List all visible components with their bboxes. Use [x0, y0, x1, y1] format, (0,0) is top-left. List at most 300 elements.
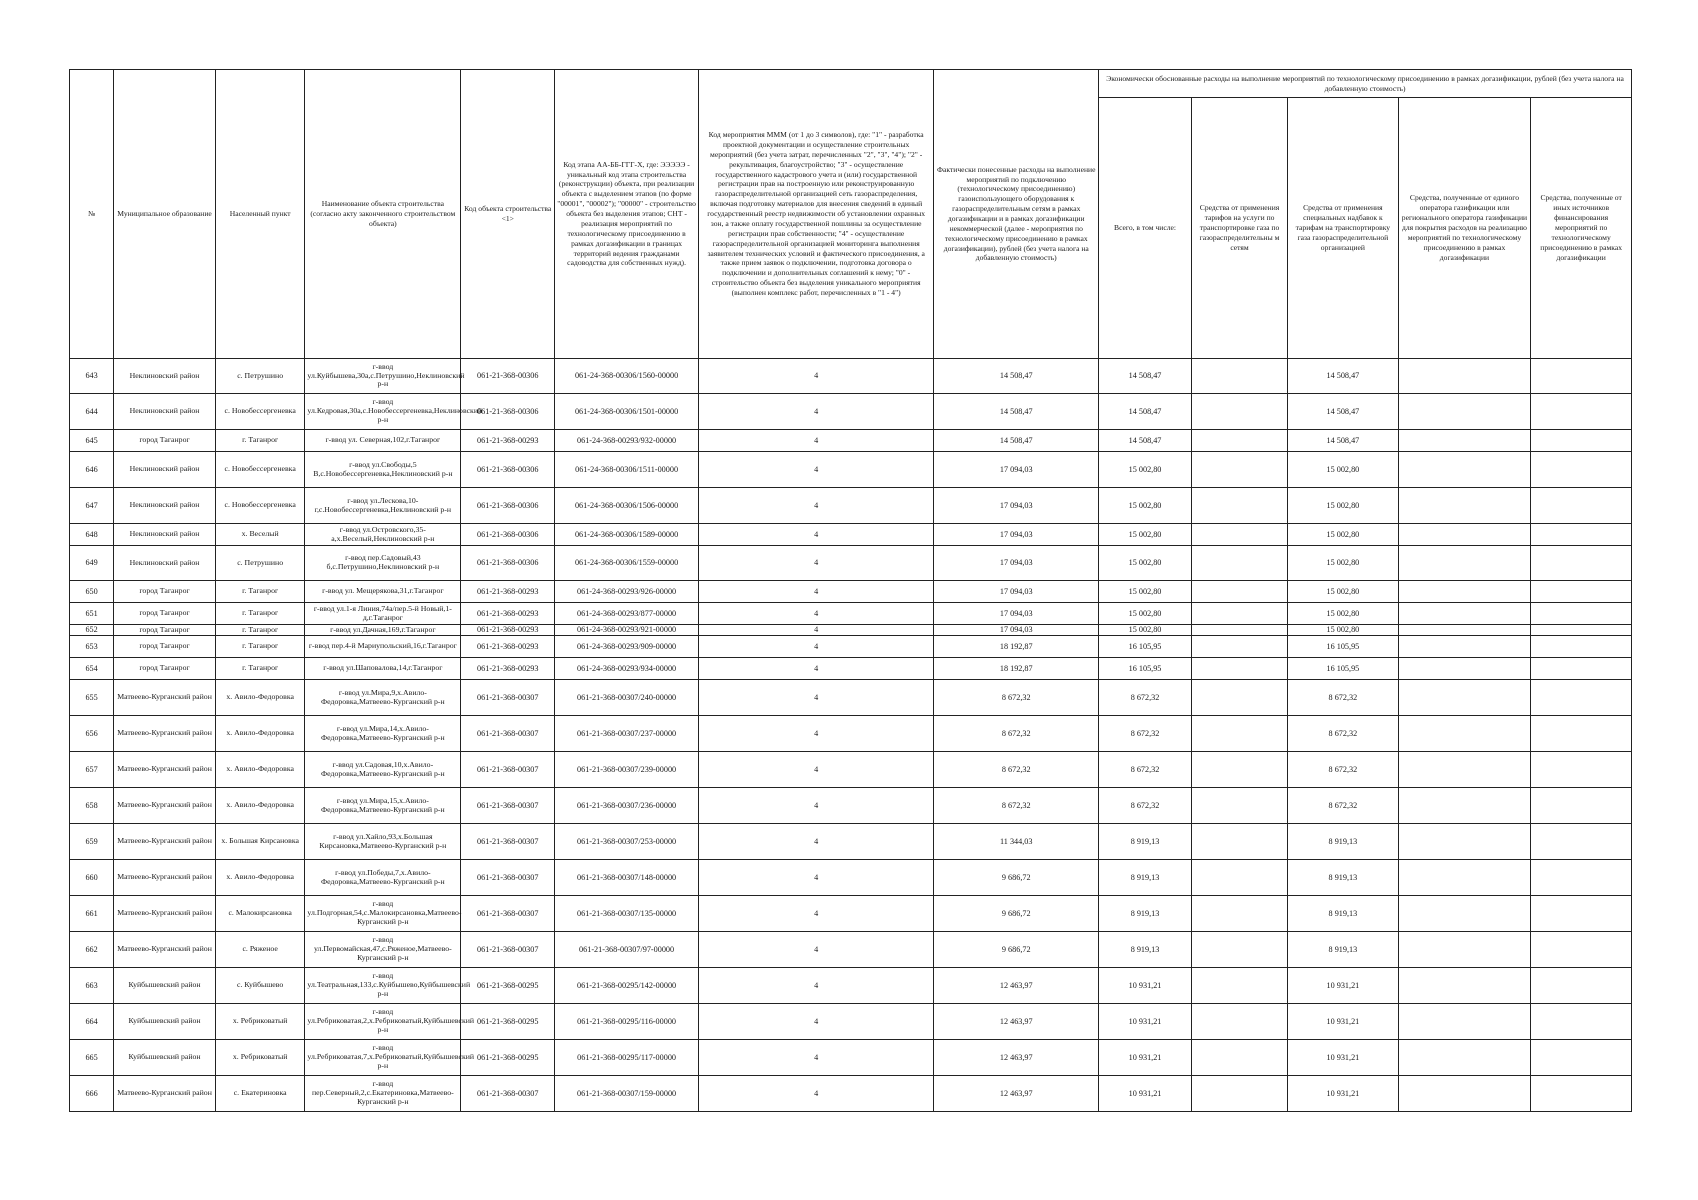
table-cell-source-surcharge: 8 672,32 — [1288, 680, 1399, 716]
table-cell-total: 8 672,32 — [1099, 752, 1192, 788]
table-cell-settlement: х. Веселый — [215, 524, 305, 546]
table-cell-municipality: Куйбышевский район — [114, 1004, 216, 1040]
table-cell-source-tariff — [1191, 1076, 1287, 1112]
table-cell-object-code: 061-21-368-00307 — [461, 932, 555, 968]
table-cell-stage-code: 061-21-368-00295/142-00000 — [555, 968, 699, 1004]
table-cell-object-code: 061-21-368-00293 — [461, 430, 555, 452]
table-cell-source-operator — [1398, 524, 1531, 546]
table-cell-source-tariff — [1191, 359, 1287, 394]
table-cell-source-surcharge: 15 002,80 — [1288, 452, 1399, 488]
table-cell-source-other — [1531, 430, 1632, 452]
table-cell-stage-code: 061-21-368-00307/253-00000 — [555, 824, 699, 860]
table-cell-object-name: г-ввод ул. Северная,102,г.Таганрог — [305, 430, 461, 452]
table-cell-source-other — [1531, 1040, 1632, 1076]
table-cell-source-surcharge: 16 105,95 — [1288, 636, 1399, 658]
table-cell-total: 8 919,13 — [1099, 932, 1192, 968]
table-cell-source-tariff — [1191, 546, 1287, 581]
header-group-title: Экономически обоснованные расходы на выполнение мероприятий по технологическому присоединению в рамках догазификации, рублей (без учета налога на добавленную стоимость) — [1099, 70, 1632, 98]
table-cell-object-name: г-ввод ул.1-я Линия,74а/пер.5-й Новый,1-д,г.Таганрог — [305, 603, 461, 625]
table-cell-source-operator — [1398, 1040, 1531, 1076]
table-cell-source-tariff — [1191, 788, 1287, 824]
table-cell-municipality: Неклиновский район — [114, 452, 216, 488]
table-row — [70, 1004, 1632, 1040]
table-cell-actual-costs: 17 094,03 — [934, 603, 1099, 625]
table-cell-source-tariff — [1191, 581, 1287, 603]
table-cell-no: 652 — [70, 625, 114, 636]
table-cell-source-tariff — [1191, 430, 1287, 452]
table-cell-object-name: г-ввод ул.Победы,7,х.Авило-Федоровка,Матвеево-Курганский р-н — [305, 860, 461, 896]
table-cell-no: 644 — [70, 394, 114, 430]
table-cell-source-other — [1531, 860, 1632, 896]
table-cell-municipality: Матвеево-Курганский район — [114, 716, 216, 752]
table-cell-object-name: г-ввод ул.Ребриковатая,7,х.Ребриковатый,Куйбышевский р-н — [305, 1040, 461, 1076]
table-cell-source-surcharge: 15 002,80 — [1288, 488, 1399, 524]
table-cell-source-operator — [1398, 932, 1531, 968]
table-cell-object-name: г-ввод ул.Мира,15,х.Авило-Федоровка,Матвеево-Курганский р-н — [305, 788, 461, 824]
table-cell-total: 14 508,47 — [1099, 394, 1192, 430]
table-cell-activity-code: 4 — [698, 680, 933, 716]
table-cell-object-code: 061-21-368-00307 — [461, 788, 555, 824]
table-cell-source-tariff — [1191, 860, 1287, 896]
table-cell-municipality: город Таганрог — [114, 430, 216, 452]
table-cell-source-other — [1531, 452, 1632, 488]
table-cell-municipality: город Таганрог — [114, 636, 216, 658]
table-cell-object-code: 061-21-368-00307 — [461, 860, 555, 896]
table-cell-source-operator — [1398, 824, 1531, 860]
table-cell-source-other — [1531, 581, 1632, 603]
table-cell-source-surcharge: 8 919,13 — [1288, 896, 1399, 932]
table-cell-source-surcharge: 15 002,80 — [1288, 603, 1399, 625]
table-cell-no: 651 — [70, 603, 114, 625]
table-cell-source-operator — [1398, 896, 1531, 932]
table-cell-object-code: 061-21-368-00295 — [461, 1040, 555, 1076]
table-cell-object-code: 061-21-368-00307 — [461, 752, 555, 788]
table-cell-total: 8 672,32 — [1099, 716, 1192, 752]
table-cell-source-tariff — [1191, 896, 1287, 932]
table-cell-total: 8 672,32 — [1099, 788, 1192, 824]
table-cell-no: 648 — [70, 524, 114, 546]
table-cell-source-surcharge: 10 931,21 — [1288, 1076, 1399, 1112]
table-cell-activity-code: 4 — [698, 546, 933, 581]
table-cell-actual-costs: 12 463,97 — [934, 1076, 1099, 1112]
table-cell-object-name: г-ввод ул.Дачная,169,г.Таганрог — [305, 625, 461, 636]
table-cell-source-tariff — [1191, 658, 1287, 680]
table-row — [70, 752, 1632, 788]
table-row — [70, 359, 1632, 394]
table-cell-actual-costs: 18 192,87 — [934, 658, 1099, 680]
table-cell-no: 647 — [70, 488, 114, 524]
table-cell-source-surcharge: 10 931,21 — [1288, 1004, 1399, 1040]
table-cell-object-code: 061-21-368-00306 — [461, 488, 555, 524]
table-cell-source-operator — [1398, 1004, 1531, 1040]
table-cell-source-surcharge: 10 931,21 — [1288, 1040, 1399, 1076]
table-cell-object-name: г-ввод ул.Подгорная,54,с.Малокирсановка,Матвеево-Курганский р-н — [305, 896, 461, 932]
table-cell-activity-code: 4 — [698, 932, 933, 968]
table-cell-object-code: 061-21-368-00293 — [461, 625, 555, 636]
table-cell-actual-costs: 17 094,03 — [934, 488, 1099, 524]
table-cell-municipality: Матвеево-Курганский район — [114, 788, 216, 824]
table-cell-actual-costs: 17 094,03 — [934, 581, 1099, 603]
table-cell-settlement: с. Новобессергеневка — [215, 488, 305, 524]
table-cell-activity-code: 4 — [698, 1040, 933, 1076]
table-cell-stage-code: 061-21-368-00307/237-00000 — [555, 716, 699, 752]
table-cell-source-surcharge: 8 672,32 — [1288, 716, 1399, 752]
table-cell-source-tariff — [1191, 603, 1287, 625]
table-cell-activity-code: 4 — [698, 1004, 933, 1040]
table-cell-object-name: г-ввод ул.Свободы,5 В,с.Новобессергеневка,Неклиновский р-н — [305, 452, 461, 488]
table-cell-settlement: с. Куйбышево — [215, 968, 305, 1004]
table-cell-no: 660 — [70, 860, 114, 896]
table-cell-municipality: Матвеево-Курганский район — [114, 860, 216, 896]
table-cell-municipality: Матвеево-Курганский район — [114, 752, 216, 788]
table-cell-stage-code: 061-21-368-00295/117-00000 — [555, 1040, 699, 1076]
table-cell-activity-code: 4 — [698, 581, 933, 603]
header-actual-costs: Фактически понесенные расходы на выполнение мероприятий по подключению (технологическому присоединению) газоиспользующего оборудования к газораспределительным сетям в рамках догазификации и в рамках догазификации некоммерческой (далее - мероприятия по технологическому присоединению в рамках догазификации), рублей (без учета налога на добавленную стоимость) — [934, 70, 1099, 359]
table-cell-actual-costs: 17 094,03 — [934, 625, 1099, 636]
table-cell-total: 10 931,21 — [1099, 1076, 1192, 1112]
table-cell-actual-costs: 11 344,03 — [934, 824, 1099, 860]
table-cell-actual-costs: 18 192,87 — [934, 636, 1099, 658]
table-cell-stage-code: 061-21-368-00307/148-00000 — [555, 860, 699, 896]
cost-table — [69, 69, 1632, 1112]
table-cell-no: 643 — [70, 359, 114, 394]
table-cell-no: 662 — [70, 932, 114, 968]
table-cell-object-code: 061-21-368-00293 — [461, 603, 555, 625]
table-body — [70, 359, 1632, 1112]
table-row — [70, 581, 1632, 603]
table-cell-total: 14 508,47 — [1099, 359, 1192, 394]
table-cell-settlement: с. Малокирсановка — [215, 896, 305, 932]
table-cell-activity-code: 4 — [698, 658, 933, 680]
table-cell-actual-costs: 12 463,97 — [934, 1040, 1099, 1076]
table-cell-settlement: х. Ребриковатый — [215, 1004, 305, 1040]
table-cell-source-other — [1531, 546, 1632, 581]
table-cell-actual-costs: 12 463,97 — [934, 1004, 1099, 1040]
header-source-surcharge: Средства от применения специальных надбавок к тарифам на транспортировку газа газораспределительной организацией — [1288, 98, 1399, 359]
table-cell-total: 15 002,80 — [1099, 581, 1192, 603]
table-cell-municipality: Неклиновский район — [114, 488, 216, 524]
table-cell-activity-code: 4 — [698, 896, 933, 932]
table-cell-no: 650 — [70, 581, 114, 603]
header-municipality: Муниципальное образование — [114, 70, 216, 359]
header-source-tariff: Средства от применения тарифов на услуги по транспортировке газа по газораспределительны м сетям — [1191, 98, 1287, 359]
table-row — [70, 625, 1632, 636]
table-cell-source-tariff — [1191, 394, 1287, 430]
table-cell-source-tariff — [1191, 488, 1287, 524]
table-cell-stage-code: 061-24-368-00306/1560-00000 — [555, 359, 699, 394]
table-row — [70, 658, 1632, 680]
table-cell-municipality: Куйбышевский район — [114, 968, 216, 1004]
table-cell-total: 15 002,80 — [1099, 524, 1192, 546]
table-cell-activity-code: 4 — [698, 603, 933, 625]
table-cell-municipality: Неклиновский район — [114, 394, 216, 430]
table-cell-source-tariff — [1191, 752, 1287, 788]
table-cell-actual-costs: 9 686,72 — [934, 932, 1099, 968]
table-cell-activity-code: 4 — [698, 394, 933, 430]
header-no: № — [70, 70, 114, 359]
table-cell-actual-costs: 8 672,32 — [934, 716, 1099, 752]
table-cell-settlement: г. Таганрог — [215, 581, 305, 603]
table-cell-object-name: г-ввод ул.Театральная,133,с.Куйбышево,Куйбышевский р-н — [305, 968, 461, 1004]
table-cell-activity-code: 4 — [698, 788, 933, 824]
table-row — [70, 824, 1632, 860]
table-cell-settlement: х. Авило-Федоровка — [215, 680, 305, 716]
table-cell-source-surcharge: 15 002,80 — [1288, 581, 1399, 603]
table-cell-source-other — [1531, 658, 1632, 680]
table-row — [70, 1076, 1632, 1112]
table-cell-source-tariff — [1191, 1040, 1287, 1076]
table-cell-stage-code: 061-24-368-00293/926-00000 — [555, 581, 699, 603]
table-cell-actual-costs: 9 686,72 — [934, 860, 1099, 896]
table-cell-municipality: город Таганрог — [114, 658, 216, 680]
table-cell-total: 14 508,47 — [1099, 430, 1192, 452]
table-cell-total: 16 105,95 — [1099, 636, 1192, 658]
table-cell-total: 8 919,13 — [1099, 824, 1192, 860]
table-cell-source-operator — [1398, 788, 1531, 824]
table-cell-source-operator — [1398, 581, 1531, 603]
table-cell-object-name: г-ввод ул.Мира,9,х.Авило-Федоровка,Матвеево-Курганский р-н — [305, 680, 461, 716]
table-cell-actual-costs: 14 508,47 — [934, 430, 1099, 452]
table-cell-activity-code: 4 — [698, 625, 933, 636]
table-cell-source-tariff — [1191, 824, 1287, 860]
table-cell-source-other — [1531, 752, 1632, 788]
table-cell-settlement: х. Большая Кирсановка — [215, 824, 305, 860]
table-cell-source-operator — [1398, 716, 1531, 752]
table-row — [70, 394, 1632, 430]
table-cell-stage-code: 061-21-368-00307/239-00000 — [555, 752, 699, 788]
table-cell-no: 653 — [70, 636, 114, 658]
table-cell-total: 8 919,13 — [1099, 860, 1192, 896]
table-cell-no: 661 — [70, 896, 114, 932]
table-cell-activity-code: 4 — [698, 860, 933, 896]
table-cell-stage-code: 061-21-368-00307/97-00000 — [555, 932, 699, 968]
table-cell-no: 658 — [70, 788, 114, 824]
table-cell-settlement: х. Авило-Федоровка — [215, 752, 305, 788]
table-cell-source-other — [1531, 603, 1632, 625]
table-cell-actual-costs: 8 672,32 — [934, 680, 1099, 716]
table-cell-total: 10 931,21 — [1099, 1004, 1192, 1040]
table-cell-settlement: х. Ребриковатый — [215, 1040, 305, 1076]
table-cell-municipality: город Таганрог — [114, 625, 216, 636]
table-row — [70, 716, 1632, 752]
table-cell-object-code: 061-21-368-00307 — [461, 1076, 555, 1112]
table-cell-activity-code: 4 — [698, 488, 933, 524]
table-cell-total: 10 931,21 — [1099, 968, 1192, 1004]
table-cell-object-code: 061-21-368-00307 — [461, 716, 555, 752]
table-cell-no: 664 — [70, 1004, 114, 1040]
table-cell-source-surcharge: 15 002,80 — [1288, 625, 1399, 636]
table-cell-source-other — [1531, 716, 1632, 752]
table-cell-object-code: 061-21-368-00306 — [461, 452, 555, 488]
table-cell-municipality: город Таганрог — [114, 603, 216, 625]
table-cell-source-surcharge: 16 105,95 — [1288, 658, 1399, 680]
table-cell-activity-code: 4 — [698, 524, 933, 546]
table-cell-actual-costs: 17 094,03 — [934, 452, 1099, 488]
table-cell-settlement: с. Новобессергеневка — [215, 394, 305, 430]
table-cell-object-code: 061-21-368-00293 — [461, 636, 555, 658]
table-row — [70, 680, 1632, 716]
table-cell-source-operator — [1398, 603, 1531, 625]
table-cell-source-surcharge: 8 919,13 — [1288, 860, 1399, 896]
table-cell-object-name: г-ввод пер.Северный,2,с.Екатериновка,Матвеево-Курганский р-н — [305, 1076, 461, 1112]
table-row — [70, 1040, 1632, 1076]
table-cell-object-name: г-ввод ул. Мещерякова,31,г.Таганрог — [305, 581, 461, 603]
table-cell-actual-costs: 8 672,32 — [934, 788, 1099, 824]
table-cell-source-tariff — [1191, 716, 1287, 752]
header-stage-code: Код этапа АА-ББ-ГГГ-Х, где: ЭЭЭЭЭ - уникальный код этапа строительства (реконструкции) объекта, при реализации объекта с выделением этапов (по форме "00001", "00002"); "00000" - строительство объекта без выделения этапов; СНТ - реализация мероприятий по технологическому присоединению в рамках догазификации в границах территорий ведения гражданами садоводства для собственных нужд). — [555, 70, 699, 359]
table-cell-object-code: 061-21-368-00307 — [461, 680, 555, 716]
table-cell-source-tariff — [1191, 636, 1287, 658]
header-object-name: Наименование объекта строительства (согласно акту законченного строительством объекта) — [305, 70, 461, 359]
table-cell-stage-code: 061-24-368-00306/1559-00000 — [555, 546, 699, 581]
table-cell-source-operator — [1398, 680, 1531, 716]
table-cell-source-surcharge: 15 002,80 — [1288, 524, 1399, 546]
table-cell-municipality: Матвеево-Курганский район — [114, 680, 216, 716]
table-cell-settlement: с. Новобессергеневка — [215, 452, 305, 488]
table-row — [70, 896, 1632, 932]
table-cell-source-surcharge: 14 508,47 — [1288, 359, 1399, 394]
table-cell-activity-code: 4 — [698, 824, 933, 860]
table-cell-stage-code: 061-24-368-00293/921-00000 — [555, 625, 699, 636]
table-row — [70, 488, 1632, 524]
table-cell-source-other — [1531, 896, 1632, 932]
table-cell-municipality: Матвеево-Курганский район — [114, 932, 216, 968]
table-cell-source-tariff — [1191, 680, 1287, 716]
table-cell-no: 649 — [70, 546, 114, 581]
table-cell-total: 15 002,80 — [1099, 546, 1192, 581]
table-cell-object-name: г-ввод пер.4-й Мариупольский,16,г.Таганрог — [305, 636, 461, 658]
table-cell-object-code: 061-21-368-00306 — [461, 359, 555, 394]
table-cell-source-other — [1531, 788, 1632, 824]
table-row — [70, 636, 1632, 658]
table-cell-source-surcharge: 8 672,32 — [1288, 752, 1399, 788]
table-cell-settlement: с. Екатериновка — [215, 1076, 305, 1112]
table-row — [70, 546, 1632, 581]
table-cell-source-tariff — [1191, 625, 1287, 636]
table-cell-object-name: г-ввод ул.Лескова,10-г,с.Новобессергеневка,Неклиновский р-н — [305, 488, 461, 524]
table-cell-source-other — [1531, 394, 1632, 430]
table-cell-no: 645 — [70, 430, 114, 452]
header-object-code: Код объекта строительства <1> — [461, 70, 555, 359]
table-cell-object-code: 061-21-368-00306 — [461, 394, 555, 430]
table-cell-source-other — [1531, 968, 1632, 1004]
table-cell-object-name: г-ввод ул.Садовая,10,х.Авило-Федоровка,Матвеево-Курганский р-н — [305, 752, 461, 788]
table-cell-total: 15 002,80 — [1099, 603, 1192, 625]
table-cell-source-other — [1531, 636, 1632, 658]
table-cell-activity-code: 4 — [698, 752, 933, 788]
table-cell-source-operator — [1398, 394, 1531, 430]
table-cell-source-surcharge: 8 919,13 — [1288, 932, 1399, 968]
header-source-other: Средства, полученные от иных источников финансирования мероприятий по технологическому присоединению в рамках догазификации — [1531, 98, 1632, 359]
table-cell-no: 657 — [70, 752, 114, 788]
table-cell-source-operator — [1398, 752, 1531, 788]
table-cell-municipality: Неклиновский район — [114, 524, 216, 546]
table-cell-no: 646 — [70, 452, 114, 488]
header-settlement: Населенный пункт — [215, 70, 305, 359]
table-cell-municipality: Матвеево-Курганский район — [114, 896, 216, 932]
table-cell-object-name: г-ввод пер.Садовый,43 б,с.Петрушино,Неклиновский р-н — [305, 546, 461, 581]
table-cell-actual-costs: 17 094,03 — [934, 546, 1099, 581]
table-cell-no: 659 — [70, 824, 114, 860]
header-total: Всего, в том числе: — [1099, 98, 1192, 359]
table-cell-source-surcharge: 8 919,13 — [1288, 824, 1399, 860]
table-cell-source-surcharge: 14 508,47 — [1288, 430, 1399, 452]
table-cell-source-operator — [1398, 636, 1531, 658]
table-cell-total: 15 002,80 — [1099, 452, 1192, 488]
table-cell-municipality: Неклиновский район — [114, 546, 216, 581]
table-cell-municipality: Матвеево-Курганский район — [114, 824, 216, 860]
table-cell-activity-code: 4 — [698, 636, 933, 658]
table-cell-object-code: 061-21-368-00293 — [461, 658, 555, 680]
table-cell-municipality: Матвеево-Курганский район — [114, 1076, 216, 1112]
table-cell-activity-code: 4 — [698, 359, 933, 394]
table-cell-object-code: 061-21-368-00307 — [461, 896, 555, 932]
table-cell-stage-code: 061-24-368-00293/932-00000 — [555, 430, 699, 452]
table-cell-total: 8 672,32 — [1099, 680, 1192, 716]
table-cell-settlement: х. Авило-Федоровка — [215, 716, 305, 752]
table-cell-activity-code: 4 — [698, 716, 933, 752]
table-cell-source-surcharge: 8 672,32 — [1288, 788, 1399, 824]
table-cell-object-code: 061-21-368-00306 — [461, 546, 555, 581]
table-cell-activity-code: 4 — [698, 452, 933, 488]
table-row — [70, 932, 1632, 968]
table-cell-source-tariff — [1191, 452, 1287, 488]
header-activity-code: Код мероприятия МММ (от 1 до 3 символов), где: "1" - разработка проектной документации и осуществление строительных мероприятий (без учета затрат, перечисленных "2", "3", "4"); "2" - рекультивация, благоустройство; "3" - осуществление государственного кадастрового учета и (или) государственной регистрации прав на построенную или реконструированную газораспределительной организацией сеть газораспределения, включая подготовку материалов для внесения сведений в единый государственный реестр недвижимости об установлении охранных зон, а также оплату государственной пошлины за осуществление регистрации прав собственности; "4" - осуществление газораспределительной организацией мониторинга выполнения заявителем технических условий и фактического присоединения, а также прием заявок о подключении, подготовка договора о подключении и дополнительных соглашений к нему; "0" - строительство объекта без выделения уникального мероприятия (выполнен комплекс работ, перечисленных в "1 - 4") — [698, 70, 933, 359]
table-cell-settlement: х. Авило-Федоровка — [215, 860, 305, 896]
table-cell-actual-costs: 9 686,72 — [934, 896, 1099, 932]
table-row — [70, 968, 1632, 1004]
table-cell-activity-code: 4 — [698, 430, 933, 452]
table-cell-source-tariff — [1191, 932, 1287, 968]
table-cell-object-name: г-ввод ул.Островского,35-а,х.Веселый,Неклиновский р-н — [305, 524, 461, 546]
table-row — [70, 860, 1632, 896]
table-cell-stage-code: 061-24-368-00306/1506-00000 — [555, 488, 699, 524]
table-cell-stage-code: 061-24-368-00293/877-00000 — [555, 603, 699, 625]
table-cell-source-operator — [1398, 546, 1531, 581]
table-cell-object-name: г-ввод ул.Шаповалова,14,г.Таганрог — [305, 658, 461, 680]
table-cell-source-operator — [1398, 1076, 1531, 1112]
table-cell-object-code: 061-21-368-00295 — [461, 1004, 555, 1040]
table-cell-source-operator — [1398, 452, 1531, 488]
table-cell-settlement: г. Таганрог — [215, 636, 305, 658]
table-cell-settlement: х. Авило-Федоровка — [215, 788, 305, 824]
table-cell-settlement: с. Ряженое — [215, 932, 305, 968]
table-row — [70, 430, 1632, 452]
table-cell-no: 654 — [70, 658, 114, 680]
table-cell-object-name: г-ввод ул.Кедровая,30а,с.Новобессергеневка,Неклиновский р-н — [305, 394, 461, 430]
table-cell-source-tariff — [1191, 1004, 1287, 1040]
table-cell-source-surcharge: 15 002,80 — [1288, 546, 1399, 581]
table-cell-source-operator — [1398, 488, 1531, 524]
table-cell-settlement: г. Таганрог — [215, 430, 305, 452]
table-cell-settlement: с. Петрушино — [215, 359, 305, 394]
header-source-operator: Средства, полученные от единого оператора газификации или регионального оператора газификации для покрытия расходов на реализацию мероприятий по технологическому присоединению в рамках догазификации — [1398, 98, 1531, 359]
table-cell-source-other — [1531, 1004, 1632, 1040]
table-cell-source-tariff — [1191, 968, 1287, 1004]
table-cell-source-other — [1531, 824, 1632, 860]
table-cell-actual-costs: 12 463,97 — [934, 968, 1099, 1004]
table-cell-total: 16 105,95 — [1099, 658, 1192, 680]
table-cell-no: 665 — [70, 1040, 114, 1076]
table-cell-object-name: г-ввод ул.Хайло,93,х.Большая Кирсановка,Матвеево-Курганский р-н — [305, 824, 461, 860]
table-cell-source-operator — [1398, 860, 1531, 896]
table-cell-actual-costs: 14 508,47 — [934, 394, 1099, 430]
table-cell-activity-code: 4 — [698, 968, 933, 1004]
table-cell-total: 15 002,80 — [1099, 625, 1192, 636]
table-cell-stage-code: 061-24-368-00293/934-00000 — [555, 658, 699, 680]
table-cell-no: 663 — [70, 968, 114, 1004]
table-cell-source-other — [1531, 488, 1632, 524]
